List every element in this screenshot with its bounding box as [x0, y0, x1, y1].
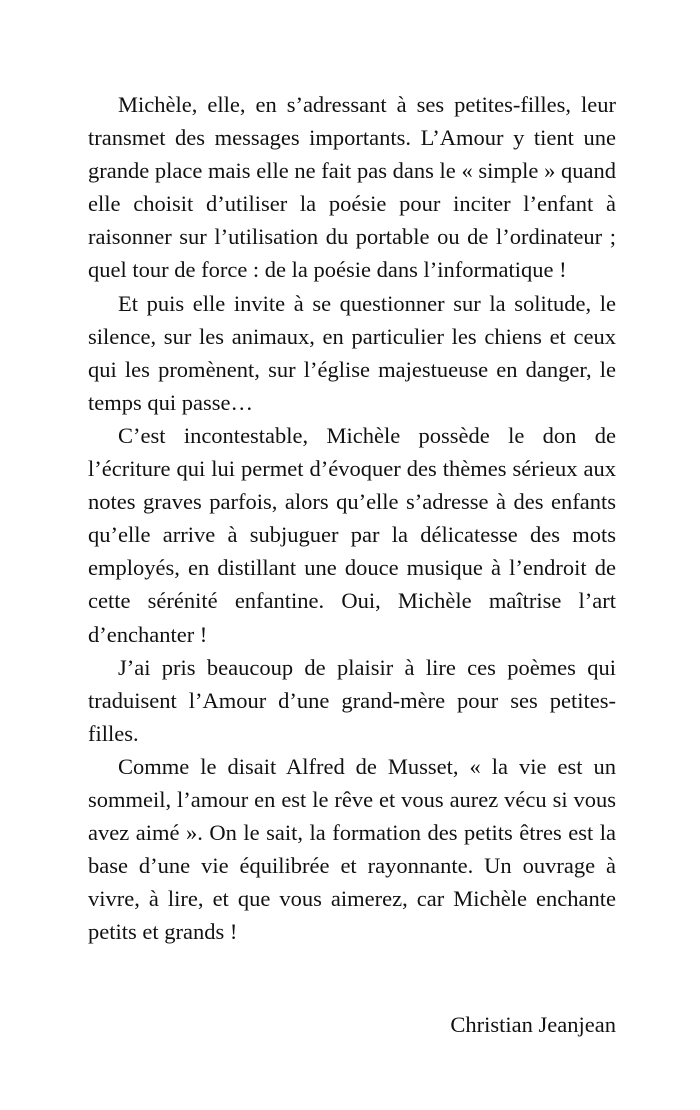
author-signature: Christian Jeanjean — [450, 1012, 616, 1037]
paragraph-4: J’ai pris beaucoup de plaisir à lire ces poèmes qui traduisent l’Amour d’une grand-mère pour ses petites-filles. — [88, 654, 616, 746]
paragraph-3: C’est incontestable, Michèle possède le don de l’écriture qui lui permet d’évoquer des thèmes sérieux aux notes graves parfois, alors qu’elle s’adresse à des enfants qu’elle arrive à subjuguer par la délicatesse des mots employés, en distillant une douce musique à l’endroit de cette sérénité enfantine. Oui, Michèle maîtrise l’art d’enchanter ! — [88, 422, 616, 647]
paragraph-5: Comme le disait Alfred de Musset, « la vie est un sommeil, l’amour en est le rêve et vous aurez vécu si vous avez aimé ». On le sait, la formation des petits êtres est la base d’une vie équilibrée et rayonnante. Un ouvrage à vivre, à lire, et que vous aimerez, car Michèle enchante petits et grands ! — [88, 753, 616, 945]
page-body — [88, 88, 616, 948]
paragraph-2: Et puis elle invite à se questionner sur la solitude, le silence, sur les animaux, en particulier les chiens et ceux qui les promènent, sur l’église majestueuse en danger, le temps qui passe… — [88, 290, 616, 415]
paragraph-1: Michèle, elle, en s’adressant à ses petites-filles, leur transmet des messages importants. L’Amour y tient une grande place mais elle ne fait pas dans le « simple » quand elle choisit d’utiliser la poésie pour inciter l’enfant à raisonner sur l’utilisation du portable ou de l’ordinateur ; quel tour de force : de la poésie dans l’informatique ! — [88, 92, 616, 283]
